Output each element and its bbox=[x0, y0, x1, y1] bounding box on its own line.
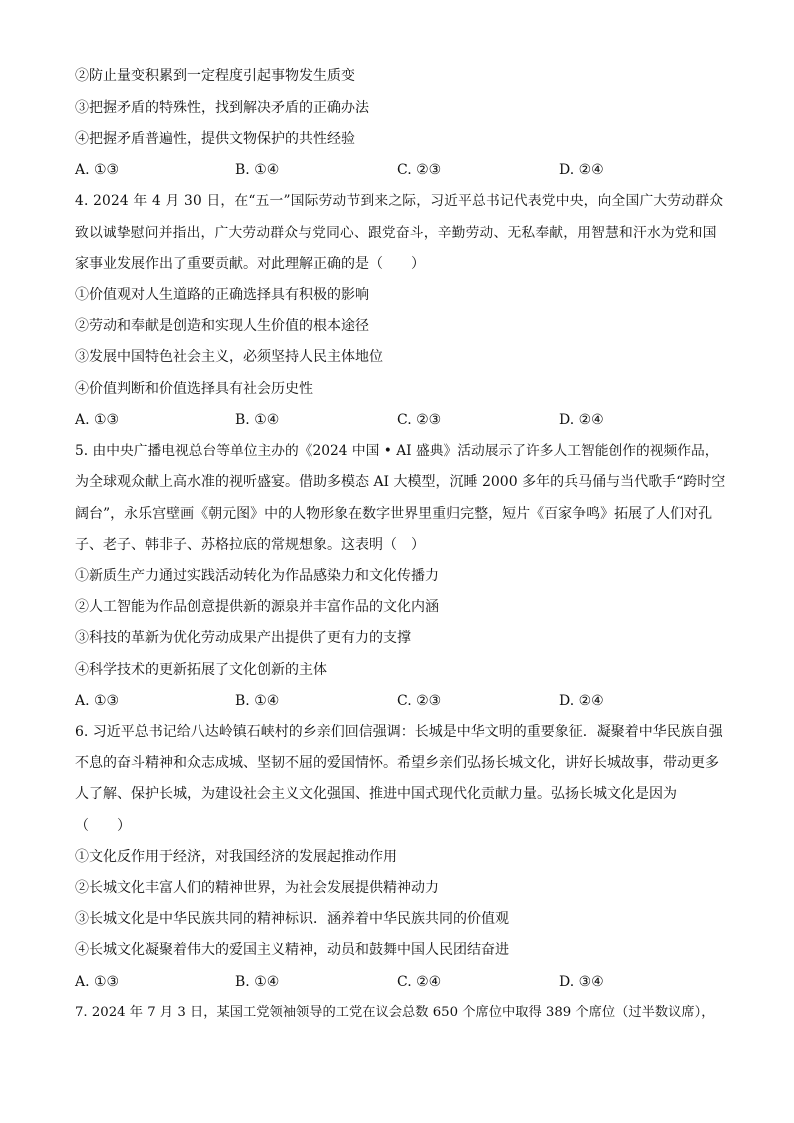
option-line-4: ④价值判断和价值选择具有社会历史性 bbox=[75, 381, 313, 397]
option-line-3: ③把握矛盾的特殊性，找到解决矛盾的正确办法 bbox=[75, 100, 369, 116]
answer-choice-b: B. ①④ bbox=[235, 693, 280, 709]
answer-choice-c: C. ②③ bbox=[397, 162, 442, 178]
answer-choice-c: C. ②③ bbox=[397, 412, 442, 428]
question-4-text: 致以诚挚慰问并指出，广大劳动群众与党同心、跟党奋斗，辛勤劳动、无私奉献，用智慧和汗水为党和国 bbox=[75, 225, 717, 241]
option-line-4: ④长城文化凝聚着伟大的爱国主义精神，动员和鼓舞中国人民团结奋进 bbox=[75, 942, 509, 958]
answer-choice-a: A. ①③ bbox=[75, 693, 120, 709]
answer-choice-a: A. ①③ bbox=[75, 162, 120, 178]
answer-options-q5 bbox=[75, 692, 725, 710]
question-4-text: 4. 2024 年 4 月 30 日，在“五一”国际劳动节到来之际，习近平总书记代表党中央，向全国广大劳动群众 bbox=[75, 193, 724, 209]
answer-choice-b: B. ①④ bbox=[235, 974, 280, 990]
answer-choice-c: C. ②③ bbox=[397, 693, 442, 709]
answer-choice-d: D. ②④ bbox=[559, 162, 604, 178]
answer-choice-d: D. ②④ bbox=[559, 412, 604, 428]
option-line-3: ③长城文化是中华民族共同的精神标识．涵养着中华民族共同的价值观 bbox=[75, 911, 509, 927]
option-line-2: ②防止量变积累到一定程度引起事物发生质变 bbox=[75, 68, 355, 84]
question-5-text: 5. 由中央广播电视总台等单位主办的《2024 中国 • AI 盛典》活动展示了许多人工智能创作的视频作品， bbox=[75, 443, 719, 459]
answer-choice-d: D. ②④ bbox=[559, 693, 604, 709]
question-6-text: （ ） bbox=[75, 818, 131, 834]
answer-options-q3 bbox=[75, 161, 725, 179]
question-4-text: 家事业发展作出了重要贡献。对此理解正确的是（ ） bbox=[75, 256, 425, 272]
question-5-text: 为全球观众献上高水准的视听盛宴。借助多模态 AI 大模型，沉睡 2000 多年的兵马俑与当代歌手“跨时空 bbox=[75, 474, 726, 490]
option-line-4: ④科学技术的更新拓展了文化创新的主体 bbox=[75, 662, 327, 678]
option-line-3: ③发展中国特色社会主义，必须坚持人民主体地位 bbox=[75, 349, 383, 365]
option-line-1: ①新质生产力通过实践活动转化为作品感染力和文化传播力 bbox=[75, 568, 439, 584]
answer-choice-a: A. ①③ bbox=[75, 974, 120, 990]
question-6-text: 人了解、保护长城，为建设社会主义文化强国、推进中国式现代化贡献力量。弘扬长城文化是因为 bbox=[75, 786, 677, 802]
answer-choice-d: D. ③④ bbox=[559, 974, 604, 990]
question-5-text: 子、老子、韩非子、苏格拉底的常规想象。这表明（ ） bbox=[75, 537, 425, 553]
answer-choice-c: C. ②④ bbox=[397, 974, 442, 990]
question-6-text: 不息的奋斗精神和众志成城、坚韧不屈的爱国情怀。希望乡亲们弘扬长城文化，讲好长城故事，带动更多 bbox=[75, 755, 719, 771]
question-5-text: 阔台”，永乐宫壁画《朝元图》中的人物形象在数字世界里重归完整，短片《百家争鸣》拓展了人们对孔 bbox=[75, 506, 713, 522]
answer-choice-a: A. ①③ bbox=[75, 412, 120, 428]
option-line-4: ④把握矛盾普遍性，提供文物保护的共性经验 bbox=[75, 131, 355, 147]
option-line-2: ②长城文化丰富人们的精神世界，为社会发展提供精神动力 bbox=[75, 880, 439, 896]
answer-options-q4 bbox=[75, 411, 725, 429]
option-line-2: ②人工智能为作品创意提供新的源泉并丰富作品的文化内涵 bbox=[75, 599, 439, 615]
question-7-text: 7. 2024 年 7 月 3 日，某国工党领袖领导的工党在议会总数 650 个席位中取得 389 个席位（过半数议席）， bbox=[75, 1005, 715, 1020]
question-6-text: 6. 习近平总书记给八达岭镇石峡村的乡亲们回信强调：长城是中华文明的重要象征．凝聚着中华民族自强 bbox=[75, 724, 723, 740]
option-line-2: ②劳动和奉献是创造和实现人生价值的根本途径 bbox=[75, 318, 369, 334]
answer-choice-b: B. ①④ bbox=[235, 412, 280, 428]
option-line-1: ①价值观对人生道路的正确选择具有积极的影响 bbox=[75, 287, 369, 303]
answer-options-q6 bbox=[75, 973, 725, 991]
option-line-3: ③科技的革新为优化劳动成果产出提供了更有力的支撑 bbox=[75, 630, 411, 646]
answer-choice-b: B. ①④ bbox=[235, 162, 280, 178]
option-line-1: ①文化反作用于经济，对我国经济的发展起推动作用 bbox=[75, 849, 397, 865]
